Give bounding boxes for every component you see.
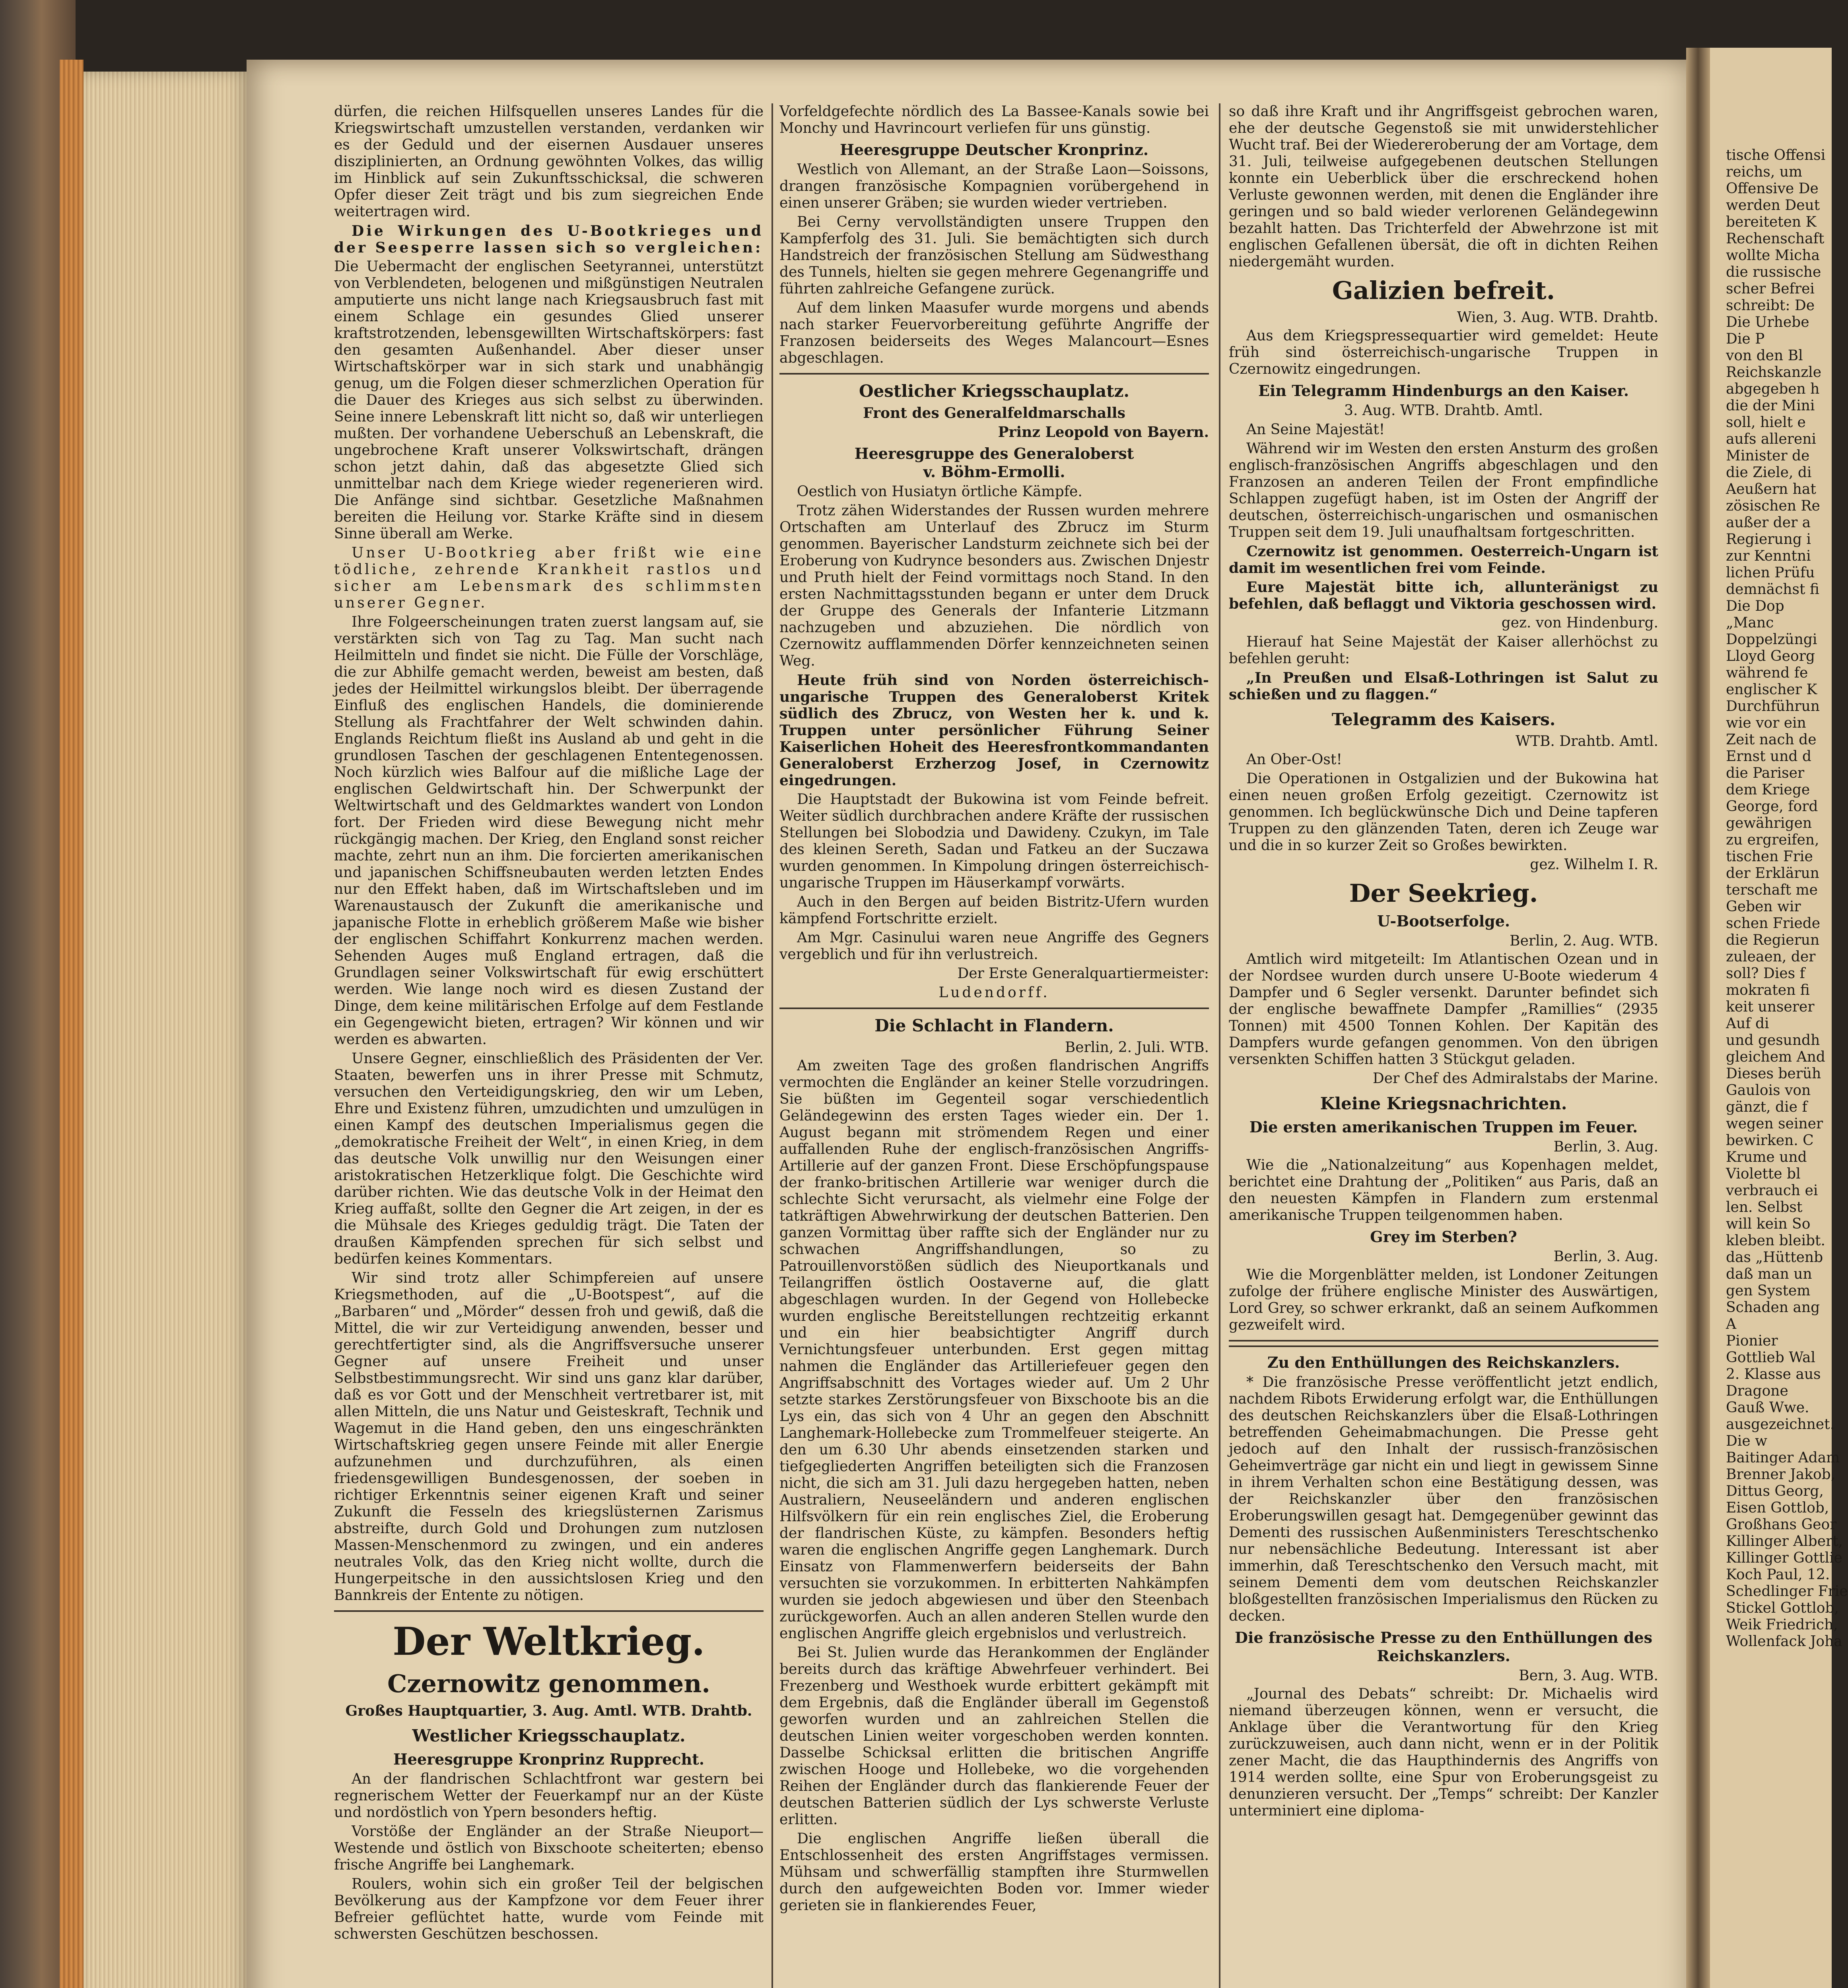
right-page-line: der Erklärun [1726,865,1819,881]
right-page-fragment [1710,48,1848,1988]
right-page-line: will kein So [1726,1216,1811,1232]
paragraph: Während wir im Westen den ersten Ansturm des großen englisch-französischen Angriffs abgeschlagen und den Franzosen an anderen Teilen der Front empfindliche Schlappen zugefügt haben, ist im Osten der Angriff der deutschen, österreichisch-ungarischen und osmanischen Truppen seit dem 19. Juli unaufhaltsam fortgeschritten. [1229,441,1658,540]
right-page-line: gleichem And [1726,1049,1825,1065]
right-page-line: gänzt, die f [1726,1099,1807,1115]
paragraph: „In Preußen und Elsaß-Lothringen ist Salut zu schießen und zu flaggen.“ [1229,670,1658,703]
heading-grey: Grey im Sterben? [1370,1228,1517,1246]
right-page-line: Koch Paul, 12. [1726,1567,1830,1583]
paragraph: Die Operationen in Ostgalizien und der Bukowina hat einen neuen großen Erfolg gezeitigt. Czernowitz ist genommen. Ich beglückwünsche Dich und Deine tapferen Truppen zu den glänzenden Taten, deren ich Zeuge war und die in so kurzer Zeit so Großes bewirkten. [1229,771,1658,854]
right-page-line: aufs allereni [1726,431,1816,447]
paragraph: Ihre Folgeerscheinungen traten zuerst langsam auf, sie verstärkten sich von Tag zu Tag. Man sucht nach Heilmitteln und findet sie nicht. Die Fülle der Vorschläge, die zur Abhilfe gemacht werden, beweist am besten, daß jedes der Heilmittel wirkungslos bleibt. Der überragende Einfluß des englischen Handels, die dominierende Stellung als Frachtfahrer der Welt schwinden dahin. Englands Reichtum fließt ins Ausland ab und geht in die grundlosen Taschen der geschlagenen Ententegenossen. Noch kürzlich wies Balfour auf die mißliche Lage der englischen Geldwirtschaft hin. Der Schwerpunkt der Weltwirtschaft und des Geldmarktes wandert von London fort. Der Frieden wird diese Bewegung nicht mehr rückgängig machen. Der Krieg, den England sonst reicher machte, zehrt nun an ihm. Die forcierten amerikanischen und japanischen Schiffsneubauten werden letzten Endes nur den Effekt haben, daß im Wirtschaftsleben und im Warenaustausch der Zukunft die amerikanische und japanische Flotte in erheblich größerem Maße wie bisher der englischen Schiffahrt Konkurrenz machen werden. Sehenden Auges muß England ertragen, daß die Grundlagen seiner Volkswirtschaft für ewig erschüttert werden. Wie lange noch wird es diesen Zustand der Dinge, dem keine militärischen Erfolge auf dem Festlande ein Gegengewicht bieten, ertragen? Wir können und wir werden es abwarten. [334,614,764,1048]
right-page-line: dem Kriege [1726,782,1810,798]
front-line-2: Prinz Leopold von Bayern. [998,424,1209,441]
right-page-line: zu ergreifen, [1726,832,1819,848]
paragraph: Aus dem Kriegspressequartier wird gemeldet: Heute früh sind österreichisch-ungarische Truppen in Czernowitz eingedrungen. [1229,328,1658,377]
signature: Der Chef des Admiralstabs der Marine. [1372,1070,1658,1087]
heading-presse: Die französische Presse zu den Enthüllungen des Reichskanzlers. [1234,1629,1652,1665]
divider [779,1008,1209,1009]
column-3 [1229,103,1658,1988]
heading-kronprinz: Heeresgruppe Deutscher Kronprinz. [840,141,1148,159]
headline-weltkrieg: Der Weltkrieg. [393,1619,705,1664]
headline-czernowitz: Czernowitz genommen. [387,1669,710,1698]
front-line-1: Front des Generalfeldmarschalls [863,405,1125,421]
right-page-line: Dieses berüh [1726,1066,1821,1082]
right-page-line: von den Bl [1726,348,1803,364]
right-page-line: daß man un [1726,1266,1812,1282]
headline-seekrieg: Der Seekrieg. [1349,879,1538,908]
paragraph: Eure Majestät bitte ich, allunteränigst zu befehlen, daß beflaggt und Viktoria geschossen wird. [1229,579,1658,612]
paragraph: Am zweiten Tage des großen flandrischen Angriffs vermochten die Engländer an keiner Stelle vorzudringen. Sie büßten im Gegenteil sogar verschiedentlich Geländegewinn des ersten Tages wieder ein. Der 1. August begann mit strömendem Regen und einer auffallenden Ruhe der englisch-französischen Angriffs-Artillerie auf der ganzen Front. Diese Erschöpfungspause der franko-britischen Artillerie war weniger durch die schlechte Sicht verursacht, als vielmehr eine Folge der tatkräftigen Abwehrwirkung der deutschen Batterien. Den ganzen Vormittag über raffte sich der Engländer nur zu schwachen Angriffshandlungen, so zu Patrouillenvorstößen südlich des Nieuportkanals und Teilangriffen östlich Oostaverne auf, die glatt abgeschlagen wurden. In der Gegend von Hollebecke wurden englische Bereitstellungen rechtzeitig erkannt und ein hier beabsichtigter Angriff durch Vernichtungsfeuer unterbunden. Erst gegen mittag nahmen die Engländer das Artilleriefeuer gegen den Angriffsabschnitt des Vortages wieder auf. Um 2 Uhr setzte starkes Zerstörungsfeuer von Bixschoote bis an die Lys ein, das sich von 4 Uhr an gegen den Abschnitt Langhemark-Hollebecke zum Trommelfeuer steigerte. An den um 6.30 Uhr abends einsetzenden starken und tiefgegliederten Angriffen beteiligten sich die Franzosen nicht, die sich am 31. Juli dazu hergegeben hatten, neben Australiern, Neuseeländern und anderen englischen Hilfsvölkern für ein rein englisches Ziel, die Eroberung der flandrischen Küste, zu kämpfen. Besonders heftig waren die englischen Angriffe gegen Langhemark. Durch Einsatz von Flammenwerfern beiderseits der Bahn versuchten sie vorzukommen. In erbitterten Nahkämpfen wurden sie jedoch abgewiesen und über den Steenbach zurückgeworfen. Auch an allen anderen Stellen wurde den englischen Angriffe gleich ergebnislos und verlustreich. [779,1058,1209,1642]
dateline: Berlin, 3. Aug. [1553,1248,1658,1265]
right-page-line: Reichskanzle [1726,364,1821,381]
heading-kleine: Kleine Kriegsnachrichten. [1320,1094,1567,1113]
book-spine-edge [60,60,84,1988]
paragraph: Auf dem linken Maasufer wurde morgens und abends nach starker Feuervorbereitung geführte Angriffe der Franzosen beiderseits des Weges Malancourt—Esnes abgeschlagen. [779,300,1209,366]
divider [779,373,1209,375]
right-page-text [1710,48,1848,1650]
right-page-line: Eisen Gottlob, [1726,1500,1829,1516]
right-page-line: soll, hielt e [1726,414,1806,431]
paragraph: Amtlich wird mitgeteilt: Im Atlantischen Ozean und in der Nordsee wurden durch unsere U-Boote wiederum 4 Dampfer und 6 Segler versenkt. Darunter befindet sich der englische bewaffnete Dampfer „Ramillies“ (2935 Tonnen) mit 4500 Tonnen Kohlen. Der Kapitän des Dampfers wurde gefangen genommen. Von den übrigen versenkten Schiffen hatten 3 Stückgut geladen. [1229,951,1658,1068]
column-rule-2 [1219,103,1220,1988]
paragraph: „Journal des Debats“ schreibt: Dr. Michaelis wird niemand überzeugen können, wenn er versucht, die Anklage über die Verantwortung für den Krieg zurückzuweisen, auch dann nicht, wenn er in der Politik zener Macht, die das Haupthindernis des Angriffs von 1914 werden sollte, eine Spur von Eroberungsgeist zu denunzieren versucht. Der „Temps“ schreibt: Der Kanzler unterminiert eine diploma- [1229,1686,1658,1819]
right-page-line: abgegeben h [1726,381,1820,397]
right-page-line: tischen Frie [1726,848,1813,865]
paragraph: An der flandrischen Schlachtfront war gestern bei regnerischem Wetter der Feuerkampf nur an der Küste und nordöstlich von Ypern besonders heftig. [334,1771,764,1821]
paragraph: Auch in den Bergen auf beiden Bistritz-Ufern wurden kämpfend Fortschritte erzielt. [779,894,1209,927]
right-page-line: Aeußern hat [1726,481,1816,497]
right-page-line: Baitinger Adam [1726,1450,1840,1466]
right-page-line: Die P [1726,331,1765,347]
right-page-line: Lloyd Georg [1726,648,1815,664]
heading-enthuellungen: Zu den Enthüllungen des Reichskanzlers. [1267,1353,1620,1371]
salutation: An Seine Majestät! [1246,421,1385,438]
right-page-line: Krume und [1726,1149,1807,1165]
right-page-line: Dragone [1726,1383,1788,1399]
dateline: Wien, 3. Aug. WTB. Drahtb. [1457,309,1658,326]
right-page-line: Killinger Gottlie [1726,1550,1842,1566]
right-page-line: George, ford [1726,798,1818,815]
signature: gez. von Hindenburg. [1501,615,1658,631]
paragraph: Vorfeldgefechte nördlich des La Bassee-Kanals sowie bei Monchy und Havrincourt verliefen für uns günstig. [779,103,1209,136]
heading-ost: Oestlicher Kriegsschauplatz. [859,381,1130,401]
paragraph: Am Mgr. Casinului waren neue Angriffe des Gegners vergeblich und für ihn verlustreich. [779,930,1209,963]
paragraph: Bei St. Julien wurde das Herankommen der Engländer bereits durch das kräftige Abwehrfeuer verhindert. Bei Frezenberg und Westhoek wurde erbittert gekämpft mit dem Ergebnis, daß die Engländer überall im Gegenstoß geworfen wurden und an zahlreichen Stellen die deutschen Linien weiter vorgeschoben werden konnten. Dasselbe Schicksal erlitten die britischen Angriffe zwischen Hooge und Hollebeke, wo die vorgehenden Reihen der Engländer durch das flankierende Feuer der deutschen Batterien südlich der Lys schwerste Verluste erlitten. [779,1644,1209,1828]
right-page-line: Die Dop [1726,598,1784,614]
divider [334,1610,764,1612]
salutation: An Ober-Ost! [1246,751,1342,768]
column-2 [779,103,1209,1988]
right-page-line: mokraten fi [1726,982,1810,998]
right-page-line: gen System [1726,1283,1811,1299]
right-page-line: reichs, um [1726,164,1803,180]
paragraph: Oestlich von Husiatyn örtliche Kämpfe. [797,483,1082,500]
spaced-paragraph: Die Wirkungen des U-Bootkrieges und der Seesperre lassen sich so vergleichen: [334,223,764,256]
dateline: Berlin, 2. Juli. WTB. [1065,1039,1209,1056]
right-page-line: terschaft me [1726,882,1818,898]
right-page-line: wie vor ein [1726,715,1806,731]
paragraph: Die Uebermacht der englischen Seetyrannei, unterstützt von Verblendeten, belogenen und mißgünstigen Neutralen amputierte uns nicht lange nach Kriegsausbruch fast mit einem Schlage ein gesundes Glied unserer kraftstrotzenden, lebensgewillten Wirtschaftskörpers: fast den gesamten Außenhandel. Aber dieser unser Wirtschaftskörper war in sich stark und unabhängig genug, um die Folgen dieser schmerzlichen Operation für die Dauer des Krieges aus sich selbst zu überwinden. Seine innere Lebenskraft litt nicht so, daß wir unterliegen mußten. Der vorhandene Ueberschuß an Lebenskraft, die ungebrochene Kraft unserer Volkswirtschaft, drängen schon jetzt dahin, daß das abgesetzte Glied sich unmittelbar nach dem Kriege wieder regenerieren wird. Die Anfänge sind sichtbar. Gesetzliche Maßnahmen bereiten die Heilung vor. Starke Kräfte sind in diesem Sinne überall am Werke. [334,258,764,542]
right-page-line: bewirken. C [1726,1132,1814,1149]
dateline: Berlin, 2. Aug. WTB. [1510,933,1658,949]
right-page-line: Rechenschaft [1726,231,1825,247]
paragraph: Wir sind trotz aller Schimpfereien auf unsere Kriegsmethoden, auf die „U-Bootspest“, auf die „Barbaren“ und „Mörder“ dessen froh und gewiß, daß die Mittel, die wir zur Verteidigung anwenden, besser und gerechtfertigter sind, als die Angriffsversuche unserer Gegner auf unsere Freiheit und unser Selbstbestimmungsrecht. Wir sind uns ganz klar darüber, daß es vor Gott und der Menschheit vertretbarer ist, mit allen Mitteln, die uns Natur und Geisteskraft, Technik und Wagemut in die Hand geben, den uns eingeschränkten Wirtschaftskrieg gegen unsere Feinde mit aller Energie aufzunehmen und durchzuführen, als einen friedensgewilligen Bundesgenossen, der soeben in richtiger Erkenntnis seiner eigenen Kraft und seiner Zukunft die Fesseln des kriegslüsternen Zarismus abstreifte, durch Gold und Drohungen zum nutzlosen Massen-Menschenmord zu zwingen, und ein anderes neutrales Volk, das den Krieg nicht wollte, durch die Hungerpeitsche in den aussichtslosen Krieg und den Bannkreis der Entente zu nötigen. [334,1270,764,1604]
heading-boehm-1: Heeresgruppe des Generaloberst [854,445,1134,462]
paragraph: Vorstöße der Engländer an der Straße Nieuport—Westende und östlich von Bixschoote scheiterten; ebenso frische Angriffe bei Langhemark. [334,1823,764,1873]
column-1 [334,103,764,1988]
paragraph: Trotz zähen Widerstandes der Russen wurden mehrere Ortschaften am Unterlauf des Zbrucz im Sturm genommen. Bayerischer Landsturm zeichnete sich bei der Eroberung von Kudrynce besonders aus. Zwischen Dnjestr und Pruth hielt der Feind vormittags noch Stand. In den ersten Nachmittagsstunden begann er unter dem Druck der Gruppe des Generals der Infanterie Litzmann nachzugeben und abzuziehen. Die nördlich von Czernowitz aufflammenden Dörfer kennzeichneten seinen Weg. [779,503,1209,669]
right-page-line: englischer K [1726,681,1817,698]
right-page-line: tische Offensi [1726,147,1826,163]
paragraph: so daß ihre Kraft und ihr Angriffsgeist gebrochen waren, ehe der deutsche Gegenstoß sie mit unwiderstehlicher Wucht traf. Bei der Wiedereroberung der am Vortage, dem 31. Juli, teilweise aufgegebenen deutschen Stellungen konnte ein Ueberblick über die erschreckend hohen Verluste gewonnen werden, mit denen die Engländer ihre geringen und so bald wieder verlorenen Geländegewinn bezahlt hatten. Das Trichterfeld der Abwehrzone ist mit englischen Gefallenen übersät, die oft in dichten Reihen niedergemäht wurden. [1229,103,1658,270]
right-page-line: Durchführun [1726,698,1820,714]
right-page-line: keit unserer [1726,999,1815,1015]
heading-ubootserfolge: U-Bootserfolge. [1377,912,1510,930]
right-page-line: die der Mini [1726,398,1815,414]
heading-telegramm-kaiser: Telegramm des Kaisers. [1331,710,1556,729]
right-page-line: Die Urhebe [1726,314,1809,330]
paragraph: Bei Cerny vervollständigten unsere Truppen den Kampferfolg des 31. Juli. Sie bemächtigten sich durch Handstreich der französischen Stellung am Südwesthang des Tunnels, hielten sie gegen mehrere Gegenangriffe und führten zahlreiche Gefangene zurück. [779,214,1209,297]
spaced-paragraph: Unser U-Bootkrieg aber frißt wie eine tödliche, zehrende Krankheit rastlos und sicher am Lebensmark des schlimmsten unserer Gegner. [334,545,764,611]
right-page-line: Die w [1726,1433,1767,1449]
right-page-line: werden Deut [1726,197,1820,214]
right-page-line: Wollenfack Joha [1726,1633,1842,1650]
signature: gez. Wilhelm I. R. [1530,856,1658,873]
paragraph: * Die französische Presse veröffentlicht jetzt endlich, nachdem Ribots Erwiderung erfolgt war, die Enthüllungen des deutschen Reichskanzlers über die Elsaß-Lothringen betreffenden Geheimabmachungen. Die Presse geht jedoch auf den Inhalt der russisch-französischen Geheimverträge gar nicht ein und liegt in gewissem Sinne in ihrem Verhalten schon eine Bestätigung dessen, was der Reichskanzler über den französischen Eroberungswillen gesagt hat. Demgegenüber gewinnt das Dementi des russischen Außenministers Tereschtschenko nur nebensächliche Bedeutung. Interessant ist aber immerhin, daß Tereschtschenko den Versuch macht, mit seinem Dementi dem vom deutschen Reichskanzler bloßgestellten französischen Imperialismus den Rücken zu decken. [1229,1374,1658,1624]
paragraph: dürfen, die reichen Hilfsquellen unseres Landes für die Kriegswirtschaft umzustellen verstanden, verdanken wir es der Geduld und der eisernen Ausdauer unseres disziplinierten, an Ordnung gewöhnten Volkes, das willig im Hinblick auf sein Zukunftsschicksal, die schweren Opfer dieser Zeit trägt und bis zum siegreichen Ende weitertragen wird. [334,103,764,220]
right-page-line: die Pariser [1726,765,1805,781]
paragraph: Heute früh sind von Norden österreichisch-ungarische Truppen des Generaloberst Kritek südlich des Zbrucz, von Westen her k. und k. Truppen unter persönlicher Führung Seiner Kaiserlichen Hoheit des Heeresfrontkommandanten Generaloberst Erzherzog Josef, in Czernowitz eingedrungen. [779,672,1209,789]
right-page-line: die Regierun [1726,932,1820,948]
paragraph: Wie die „Nationalzeitung“ aus Kopenhagen meldet, berichtet eine Drahtung der „Politiken“ aus Paris, daß an den neuesten Kämpfen in Flandern zum erstenmal amerikanische Truppen teilgenommen haben. [1229,1157,1658,1223]
heading-flandern: Die Schlacht in Flandern. [874,1016,1114,1035]
right-page-line: zuleaen, der [1726,949,1816,965]
right-page-line: Dittus Georg, [1726,1483,1824,1499]
right-page-line: Minister de [1726,448,1810,464]
right-page-line: Schaden ang [1726,1299,1820,1316]
paragraph: Die englischen Angriffe ließen überall die Entschlossenheit des ersten Angriffstages vermissen. Mühsam und schwerfällig stampften ihre Sturmwellen durch den aufgeweichten Boden vor. Immer wieder gerieten sie in flankierendes Feuer, [779,1831,1209,1914]
paragraph: Unsere Gegner, einschließlich des Präsidenten der Ver. Staaten, bewerfen uns in ihrer Presse mit Schmutz, versuchen den Verteidigungskrieg, den wir um Leben, Ehre und Existenz führen, umzudichten und umzulügen in einen Kampf des deutschen Imperialismus gegen die „demokratische Freiheit der Welt“, in einen Krieg, in dem das deutsche Volk unwillig nur den Weisungen einer aristokratischen Hetzerklique folgt. Die Geschichte wird darüber richten. Wie das deutsche Volk in der Heimat den Krieg auffaßt, sollte den Gegner die Art zeigen, in der es die Mühsale des Krieges geduldig trägt. Die Taten der draußen Kämpfenden sprechen für sich selbst und bedürfen keines Kommentars. [334,1050,764,1267]
column-rule-1 [771,103,773,1988]
dateline: Großes Hauptquartier, 3. Aug. Amtl. WTB. Drahtb. [345,1703,752,1719]
right-page-line: Gaulois von [1726,1082,1811,1099]
right-page-line: verbrauch ei [1726,1182,1818,1199]
right-page-line: und gesundh [1726,1032,1820,1048]
right-page-line: Zeit nach de [1726,732,1817,748]
right-page-line: kleben bleibt. [1726,1233,1825,1249]
right-page-line: Violette bl [1726,1166,1801,1182]
dateline: Berlin, 3. Aug. [1553,1139,1658,1155]
right-page-line: gewährigen [1726,815,1812,831]
right-page-line: soll? Dies f [1726,965,1805,982]
right-page-line: während fe [1726,665,1808,681]
right-page-line: wollte Micha [1726,247,1820,264]
right-page-line: außer der a [1726,514,1811,531]
right-page-line: scher Befrei [1726,281,1815,297]
right-page-line: Stickel Gottlob, [1726,1600,1839,1616]
headline-galizien: Galizien befreit. [1332,276,1555,305]
paragraph: Westlich von Allemant, an der Straße Laon—Soissons, drangen französische Kompagnien vorübergehend in einen unserer Gräben; sie wurden wieder vertrieben. [779,161,1209,211]
right-page-line: Weik Friedrich, [1726,1617,1838,1633]
right-page-line: die russische [1726,264,1821,280]
right-page-line: Geben wir [1726,899,1801,915]
right-page-line: Offensive De [1726,181,1819,197]
signature-title: Der Erste Generalquartiermeister: [957,965,1209,982]
right-page-line: Killinger Albert, [1726,1533,1843,1549]
heading-amerikaner: Die ersten amerikanischen Truppen im Feuer. [1249,1118,1638,1136]
paragraph: Roulers, wohin sich ein großer Teil der belgischen Bevölkerung aus der Kampfzone vor dem Feuer ihrer Befreier geflüchtet hatte, wurde vom Feinde mit schwersten Geschützen beschossen. [334,1876,764,1942]
right-page-line: wegen seiner [1726,1116,1823,1132]
right-page-line: schreibt: De [1726,297,1815,314]
right-page-line: demnächst fi [1726,581,1819,598]
paragraph: Hierauf hat Seine Majestät der Kaiser allerhöchst zu befehlen geruht: [1229,634,1658,667]
right-page-line: 2. Klasse aus [1726,1366,1821,1382]
right-page-line: ausgezeichnet. [1726,1416,1835,1433]
right-page-line: Gauß Wwe. [1726,1400,1809,1416]
right-page-line: Regierung i [1726,531,1811,547]
paragraph: Czernowitz ist genommen. Oesterreich-Ungarn ist damit im wesentlichen frei vom Feinde. [1229,543,1658,577]
right-page-line: das „Hüttenb [1726,1249,1823,1266]
right-page-line: zur Kenntni [1726,548,1811,564]
heading-telegramm-hindenburg: Ein Telegramm Hindenburgs an den Kaiser. [1258,382,1629,400]
book-gutter [1686,48,1710,1988]
heading-west: Westlicher Kriegsschauplatz. [412,1726,686,1745]
right-page-line: Großhans Geor [1726,1516,1837,1533]
paragraph: Wie die Morgenblätter melden, ist Londoner Zeitungen zufolge der frühere englische Minister des Auswärtigen, Lord Grey, so schwer erkrankt, daß an seinem Aufkommen gezweifelt wird. [1229,1267,1658,1333]
right-page-line: bereiteten K [1726,214,1817,230]
right-page-line: die Ziele, di [1726,464,1812,481]
right-page-line: Auf di [1726,1015,1769,1032]
heading-boehm-2: v. Böhm-Ermolli. [923,463,1065,481]
right-page-line: A [1726,1316,1736,1332]
heading-rupprecht: Heeresgruppe Kronprinz Rupprecht. [393,1750,705,1768]
right-page-line: Ernst und d [1726,748,1811,765]
right-page-line: Gottlieb Wal [1726,1349,1816,1366]
right-page-line: „Manc [1726,615,1774,631]
right-page-line: len. Selbst [1726,1199,1803,1215]
right-page-line: Schedlinger Frie [1726,1583,1848,1600]
right-page-line: Doppelzüngi [1726,631,1817,648]
dateline: WTB. Drahtb. Amtl. [1515,733,1658,749]
right-page-line: zösischen Re [1726,498,1820,514]
right-page-line: schen Friede [1726,915,1821,932]
divider-double [1229,1340,1658,1347]
dateline: 3. Aug. WTB. Drahtb. Amtl. [1344,402,1543,419]
signature-name: Ludendorff. [939,984,1050,1001]
dateline: Bern, 3. Aug. WTB. [1519,1668,1658,1684]
right-page-line: lichen Prüfu [1726,565,1815,581]
right-page-line: Pionier [1726,1333,1778,1349]
paragraph: Die Hauptstadt der Bukowina ist vom Feinde befreit. Weiter südlich durchbrachen andere Kräfte der russischen Stellungen bei Slobodzia und Dawideny. Czukyn, im Tale des kleinen Sereth, Sadan und Fatkeu an der Suczawa wurden genommen. In Kimpolung dringen österreichisch-ungarische Truppen im Häuserkampf vorwärts. [779,791,1209,891]
page-stack [84,72,251,1988]
right-page-line: Brenner Jakob, [1726,1466,1836,1483]
